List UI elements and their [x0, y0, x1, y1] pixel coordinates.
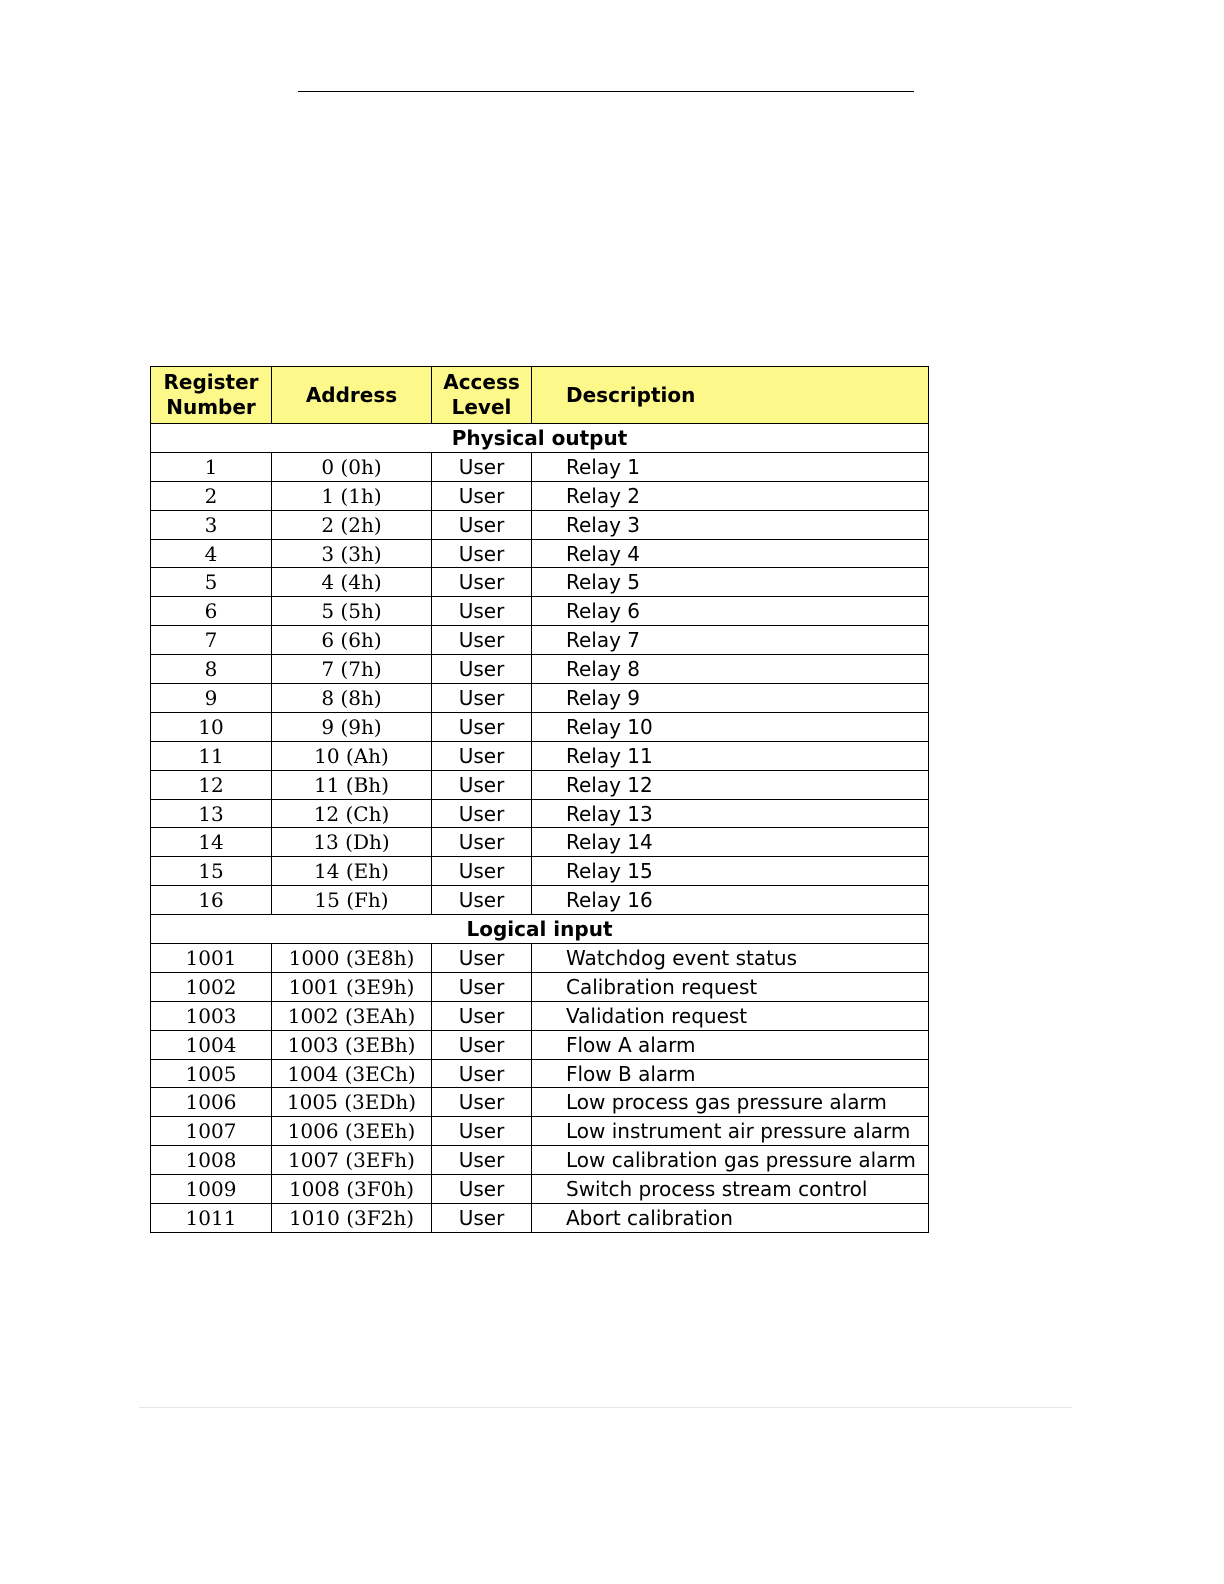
description-cell: Switch process stream control [532, 1175, 929, 1204]
table-row [151, 770, 929, 799]
bottom-rule [139, 1407, 1072, 1408]
table-row [151, 741, 929, 770]
address-cell: 4 (4h) [272, 568, 432, 597]
table-row [151, 452, 929, 481]
section-title: Physical output [151, 424, 929, 453]
register-number-cell: 6 [151, 597, 272, 626]
description-cell: Relay 12 [532, 770, 929, 799]
description-cell: Flow B alarm [532, 1059, 929, 1088]
register-number-cell: 9 [151, 684, 272, 713]
access-level-cell: User [432, 1175, 532, 1204]
address-cell: 1001 (3E9h) [272, 972, 432, 1001]
access-level-cell: User [432, 1204, 532, 1233]
description-cell: Watchdog event status [532, 944, 929, 973]
access-level-cell: User [432, 1059, 532, 1088]
register-number-cell: 3 [151, 510, 272, 539]
description-cell: Relay 13 [532, 799, 929, 828]
description-cell: Relay 8 [532, 655, 929, 684]
table-row [151, 828, 929, 857]
access-level-cell: User [432, 568, 532, 597]
header-register-line2: Number [166, 395, 256, 419]
address-cell: 6 (6h) [272, 626, 432, 655]
description-cell: Low calibration gas pressure alarm [532, 1146, 929, 1175]
table-row [151, 886, 929, 915]
access-level-cell: User [432, 1088, 532, 1117]
table-row [151, 1175, 929, 1204]
access-level-cell: User [432, 626, 532, 655]
register-number-cell: 11 [151, 741, 272, 770]
header-description: Description [532, 367, 929, 424]
description-cell: Calibration request [532, 972, 929, 1001]
address-cell: 1008 (3F0h) [272, 1175, 432, 1204]
address-cell: 13 (Dh) [272, 828, 432, 857]
access-level-cell: User [432, 857, 532, 886]
access-level-cell: User [432, 597, 532, 626]
register-number-cell: 1007 [151, 1117, 272, 1146]
address-cell: 8 (8h) [272, 684, 432, 713]
address-cell: 1006 (3EEh) [272, 1117, 432, 1146]
address-cell: 1004 (3ECh) [272, 1059, 432, 1088]
table-row [151, 712, 929, 741]
table-header-row [151, 367, 929, 424]
table-row [151, 626, 929, 655]
access-level-cell: User [432, 712, 532, 741]
table-row [151, 481, 929, 510]
register-number-cell: 1004 [151, 1030, 272, 1059]
section-row [151, 424, 929, 453]
description-cell: Relay 7 [532, 626, 929, 655]
section-row [151, 915, 929, 944]
table-row [151, 510, 929, 539]
access-level-cell: User [432, 684, 532, 713]
access-level-cell: User [432, 510, 532, 539]
address-cell: 2 (2h) [272, 510, 432, 539]
access-level-cell: User [432, 452, 532, 481]
register-number-cell: 4 [151, 539, 272, 568]
table-row [151, 568, 929, 597]
description-cell: Relay 10 [532, 712, 929, 741]
description-cell: Low instrument air pressure alarm [532, 1117, 929, 1146]
section-title: Logical input [151, 915, 929, 944]
register-number-cell: 7 [151, 626, 272, 655]
description-cell: Relay 5 [532, 568, 929, 597]
address-cell: 1005 (3EDh) [272, 1088, 432, 1117]
register-number-cell: 1001 [151, 944, 272, 973]
access-level-cell: User [432, 886, 532, 915]
address-cell: 12 (Ch) [272, 799, 432, 828]
register-table [150, 366, 929, 1233]
description-cell: Abort calibration [532, 1204, 929, 1233]
register-number-cell: 1008 [151, 1146, 272, 1175]
table-row [151, 684, 929, 713]
table-row [151, 1030, 929, 1059]
description-cell: Relay 14 [532, 828, 929, 857]
address-cell: 1003 (3EBh) [272, 1030, 432, 1059]
description-cell: Relay 2 [532, 481, 929, 510]
description-cell: Low process gas pressure alarm [532, 1088, 929, 1117]
register-number-cell: 2 [151, 481, 272, 510]
register-number-cell: 8 [151, 655, 272, 684]
address-cell: 7 (7h) [272, 655, 432, 684]
table-row [151, 1146, 929, 1175]
address-cell: 14 (Eh) [272, 857, 432, 886]
address-cell: 15 (Fh) [272, 886, 432, 915]
table-row [151, 597, 929, 626]
address-cell: 9 (9h) [272, 712, 432, 741]
table-row [151, 799, 929, 828]
register-number-cell: 1002 [151, 972, 272, 1001]
table-row [151, 539, 929, 568]
access-level-cell: User [432, 1030, 532, 1059]
access-level-cell: User [432, 972, 532, 1001]
address-cell: 1 (1h) [272, 481, 432, 510]
register-number-cell: 1005 [151, 1059, 272, 1088]
address-cell: 1000 (3E8h) [272, 944, 432, 973]
register-number-cell: 10 [151, 712, 272, 741]
register-number-cell: 1011 [151, 1204, 272, 1233]
register-number-cell: 1 [151, 452, 272, 481]
register-number-cell: 1006 [151, 1088, 272, 1117]
address-cell: 11 (Bh) [272, 770, 432, 799]
access-level-cell: User [432, 539, 532, 568]
register-number-cell: 5 [151, 568, 272, 597]
description-cell: Relay 6 [532, 597, 929, 626]
access-level-cell: User [432, 944, 532, 973]
table-row [151, 972, 929, 1001]
table-row [151, 1117, 929, 1146]
table-body [151, 424, 929, 1233]
address-cell: 1007 (3EFh) [272, 1146, 432, 1175]
address-cell: 5 (5h) [272, 597, 432, 626]
description-cell: Relay 3 [532, 510, 929, 539]
table-row [151, 1204, 929, 1233]
access-level-cell: User [432, 799, 532, 828]
address-cell: 10 (Ah) [272, 741, 432, 770]
description-cell: Flow A alarm [532, 1030, 929, 1059]
register-number-cell: 16 [151, 886, 272, 915]
table-row [151, 655, 929, 684]
register-number-cell: 14 [151, 828, 272, 857]
access-level-cell: User [432, 481, 532, 510]
header-register-number [151, 367, 272, 424]
header-access-line1: Access [443, 370, 520, 394]
description-cell: Validation request [532, 1001, 929, 1030]
access-level-cell: User [432, 1146, 532, 1175]
register-number-cell: 13 [151, 799, 272, 828]
description-cell: Relay 16 [532, 886, 929, 915]
table-row [151, 944, 929, 973]
header-register-line1: Register [163, 370, 259, 394]
table-row [151, 1059, 929, 1088]
table-row [151, 857, 929, 886]
access-level-cell: User [432, 828, 532, 857]
access-level-cell: User [432, 1117, 532, 1146]
description-cell: Relay 4 [532, 539, 929, 568]
header-address: Address [272, 367, 432, 424]
register-number-cell: 1003 [151, 1001, 272, 1030]
access-level-cell: User [432, 655, 532, 684]
table-row [151, 1088, 929, 1117]
description-cell: Relay 15 [532, 857, 929, 886]
access-level-cell: User [432, 1001, 532, 1030]
access-level-cell: User [432, 770, 532, 799]
register-number-cell: 12 [151, 770, 272, 799]
access-level-cell: User [432, 741, 532, 770]
address-cell: 1010 (3F2h) [272, 1204, 432, 1233]
address-cell: 1002 (3EAh) [272, 1001, 432, 1030]
top-rule [298, 91, 914, 92]
description-cell: Relay 1 [532, 452, 929, 481]
register-number-cell: 1009 [151, 1175, 272, 1204]
description-cell: Relay 11 [532, 741, 929, 770]
address-cell: 0 (0h) [272, 452, 432, 481]
register-number-cell: 15 [151, 857, 272, 886]
address-cell: 3 (3h) [272, 539, 432, 568]
header-access-level [432, 367, 532, 424]
table-row [151, 1001, 929, 1030]
header-access-line2: Level [451, 395, 512, 419]
description-cell: Relay 9 [532, 684, 929, 713]
